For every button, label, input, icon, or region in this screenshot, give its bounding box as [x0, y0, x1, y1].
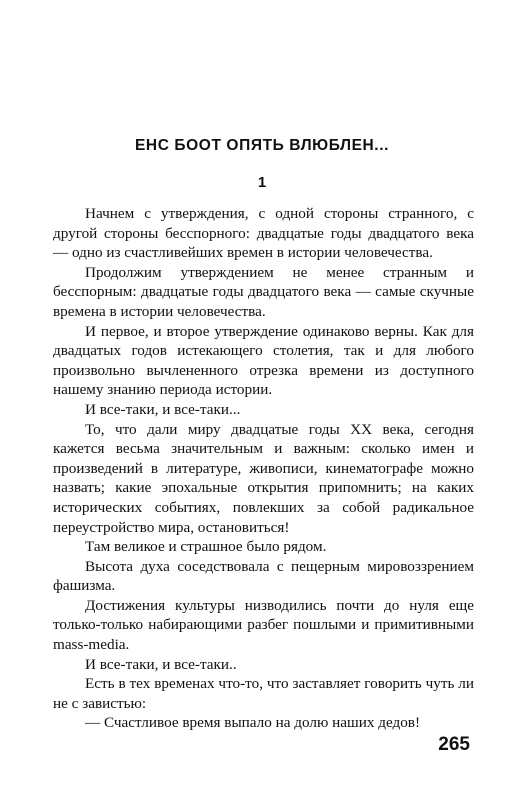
chapter-title: ЕНС БООТ ОПЯТЬ ВЛЮБЛЕН... — [134, 137, 390, 154]
paragraph-4: И все-таки, и все-таки... — [85, 400, 241, 418]
paragraph-10: Есть в тех временах что-то, что заставляет говорить чуть ли не с завистью: — [53, 675, 474, 712]
chapter-number: 1 — [257, 174, 267, 191]
paragraph-8: Достижения культуры низводились почти до нуля еще только-только набирающими разбег пошлыми и примитивными mass-media. — [53, 596, 474, 654]
paragraph-9: И все-таки, и все-таки.. — [85, 655, 237, 673]
paragraph-7: Высота духа соседствовала с пещерным мировоззрением фашизма. — [53, 557, 474, 595]
paragraph-5: То, что дали миру двадцатые годы XX века, сегодня кажется весьма значительным и важным: сколько имен и произведений в литературе, живописи, кинематографе можно назвать; какие эпохальные открытия припомнить; на каких исторических событиях, повлекших за собой радикальное переустройство мира, остановиться! — [53, 420, 474, 536]
paragraph-6: Там великое и страшное было рядом. — [85, 538, 327, 556]
paragraph-3: И первое, и второе утверждение одинаково верны. Как для двадцатых годов истекающего столетия, так и для любого произвольно вычлененного отрезка времени из доступного нашему знанию периода истории. — [53, 322, 474, 399]
page-number: 265 — [438, 734, 470, 755]
paragraph-11: — Счастливое время выпало на долю наших дедов! — [85, 714, 421, 732]
paragraph-2: Продолжим утверждением не менее странным и бесспорным: двадцатые годы двадцатого века — самые скучные времена в истории человечества. — [53, 263, 474, 320]
body-text — [53, 204, 474, 733]
paragraph-1: Начнем с утверждения, с одной стороны странного, с другой стороны бесспорного: двадцатые годы двадцатого века — одно из счастливейших времен в истории человечества. — [53, 205, 474, 262]
